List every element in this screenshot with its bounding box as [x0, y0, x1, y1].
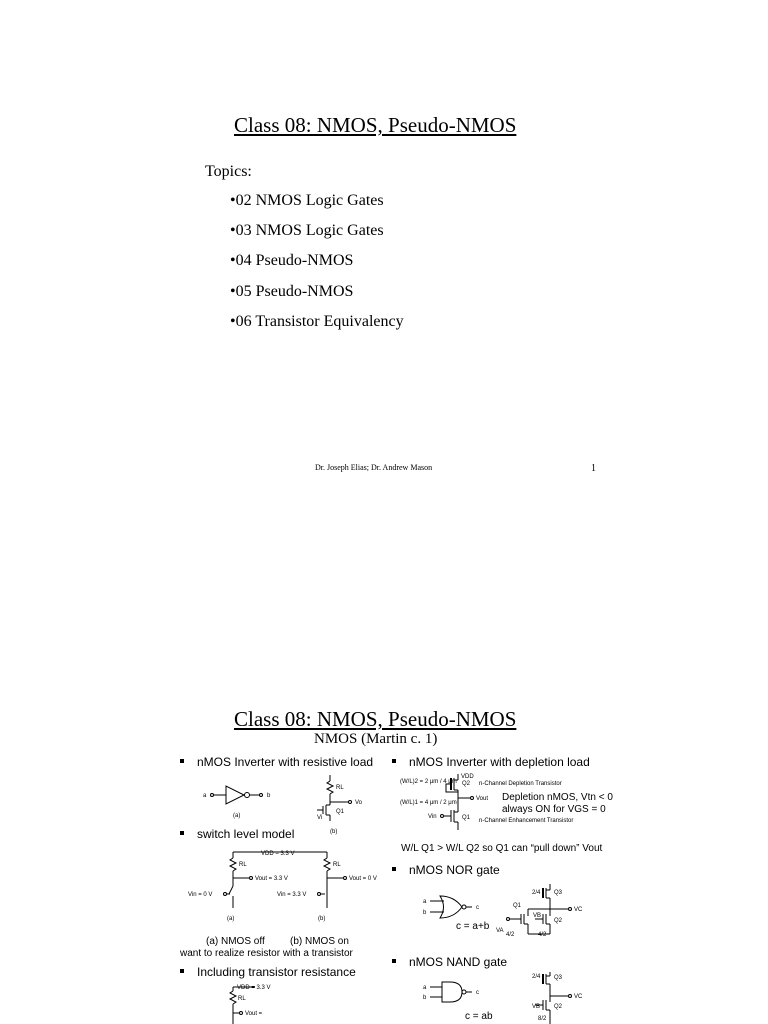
label-vo: Vo [355, 800, 363, 806]
label-rl: RL [336, 785, 344, 791]
bullet-icon [392, 867, 396, 871]
depletion-note-1: Depletion nMOS, Vtn < 0 [502, 792, 613, 803]
size-q2: 8/2 [538, 1016, 547, 1022]
label-vc: VC [574, 994, 583, 1000]
slide2-subtitle: NMOS (Martin c. 1) [314, 731, 438, 747]
footer-authors: Dr. Joseph Elias; Dr. Andrew Mason [315, 463, 433, 472]
label-c: c [476, 905, 479, 911]
topic-item: •06 Transistor Equivalency [230, 313, 404, 330]
bullet-switch-model: switch level model [180, 827, 294, 841]
bullet-icon [392, 759, 396, 763]
label-vi: Vi [317, 815, 323, 821]
label-vb: VB [532, 1004, 541, 1010]
label-q1: Q1 [513, 903, 522, 909]
label-vc: VC [574, 907, 583, 913]
depletion-note-2: always ON for VGS = 0 [502, 804, 606, 815]
label-enh-transistor: n-Channel Enhancement Transistor [479, 818, 574, 824]
label-q2: Q2 [554, 1004, 563, 1010]
caption-a: (a) [227, 916, 235, 922]
caption-b: (b) [318, 916, 326, 922]
caption-b: (b) [330, 829, 338, 835]
label-vout: Vout = [245, 1011, 263, 1017]
label-c: c [476, 990, 479, 996]
label-q3: Q3 [554, 975, 563, 981]
label-vdd: VDD = 3.3 V [261, 851, 295, 857]
nand-gate-figure [420, 972, 590, 1024]
label-va: VA [496, 928, 504, 934]
label-dep-transistor: n-Channel Depletion Transistor [479, 781, 562, 787]
nand-equation: c = ab [465, 1011, 493, 1022]
bullet-depletion-load: nMOS Inverter with depletion load [392, 755, 590, 769]
label-b: b [423, 910, 427, 916]
label-vout-b: Vout = 0 V [349, 876, 377, 882]
label-a: a [423, 985, 427, 991]
slide2-title: Class 08: NMOS, Pseudo-NMOS [234, 707, 517, 731]
label-rl-b: RL [333, 862, 341, 868]
label-q3: Q3 [554, 890, 563, 896]
label-q1: Q1 [336, 809, 345, 815]
label-rl: RL [238, 996, 246, 1002]
label-vout: Vout [476, 796, 489, 802]
topics-label: Topics: [205, 163, 252, 180]
bullet-icon [180, 759, 184, 763]
size-q3: 2/4 [532, 974, 541, 980]
label-a: a [423, 899, 427, 905]
nor-gate-icon [440, 896, 462, 918]
switch-level-figure [185, 846, 385, 926]
size-q2: 4/2 [538, 932, 547, 938]
transistor-resistance-figure [225, 983, 345, 1024]
topic-item: •02 NMOS Logic Gates [230, 192, 384, 209]
label-a: a [203, 793, 207, 799]
note-resistor: want to realize resistor with a transistor [180, 948, 353, 959]
label-vdd: VDD [461, 774, 474, 780]
inverter-symbol-icon [226, 786, 244, 804]
bullet-icon [180, 831, 184, 835]
label-q1: Q1 [462, 815, 471, 821]
topic-item: •03 NMOS Logic Gates [230, 222, 384, 239]
slide1-title: Class 08: NMOS, Pseudo-NMOS [234, 113, 517, 137]
label-wl2: (W/L)2 = 2 μm / 4 μm [400, 779, 457, 785]
nor-equation: c = a+b [456, 921, 490, 932]
label-vin-b: Vin = 3.3 V [277, 892, 307, 898]
bullet-transistor-resistance: Including transistor resistance [180, 965, 356, 979]
nor-gate-figure [420, 884, 590, 944]
label-b: b [423, 995, 427, 1001]
label-vin: Vin [428, 814, 437, 820]
topic-item: •05 Pseudo-NMOS [230, 283, 354, 300]
size-q3: 2/4 [532, 890, 541, 896]
bullet-icon [180, 969, 184, 973]
caption-nmos-off: (a) NMOS off [206, 936, 265, 947]
label-vout-a: Vout = 3.3 V [255, 876, 288, 882]
label-wl1: (W/L)1 = 4 μm / 2 μm [400, 800, 457, 806]
pull-down-note: W/L Q1 > W/L Q2 so Q1 can “pull down” Vout [401, 843, 603, 854]
label-vdd: VDD = 3.3 V [237, 985, 271, 991]
topic-item: •04 Pseudo-NMOS [230, 252, 354, 269]
caption-a: (a) [233, 813, 241, 819]
bullet-resistive-load: nMOS Inverter with resistive load [180, 755, 373, 769]
label-vb: VB [533, 913, 542, 919]
label-b: b [267, 793, 271, 799]
bullet-icon [392, 959, 396, 963]
label-rl-a: RL [239, 862, 247, 868]
page-number: 1 [591, 463, 596, 474]
label-vin-a: Vin = 0 V [188, 892, 213, 898]
size-q1: 4/2 [506, 932, 515, 938]
label-q2: Q2 [462, 781, 471, 787]
caption-nmos-on: (b) NMOS on [290, 936, 349, 947]
nand-gate-icon [442, 982, 462, 1002]
bullet-nand-gate: nMOS NAND gate [392, 955, 507, 969]
label-q2: Q2 [554, 918, 563, 924]
bullet-nor-gate: nMOS NOR gate [392, 863, 500, 877]
